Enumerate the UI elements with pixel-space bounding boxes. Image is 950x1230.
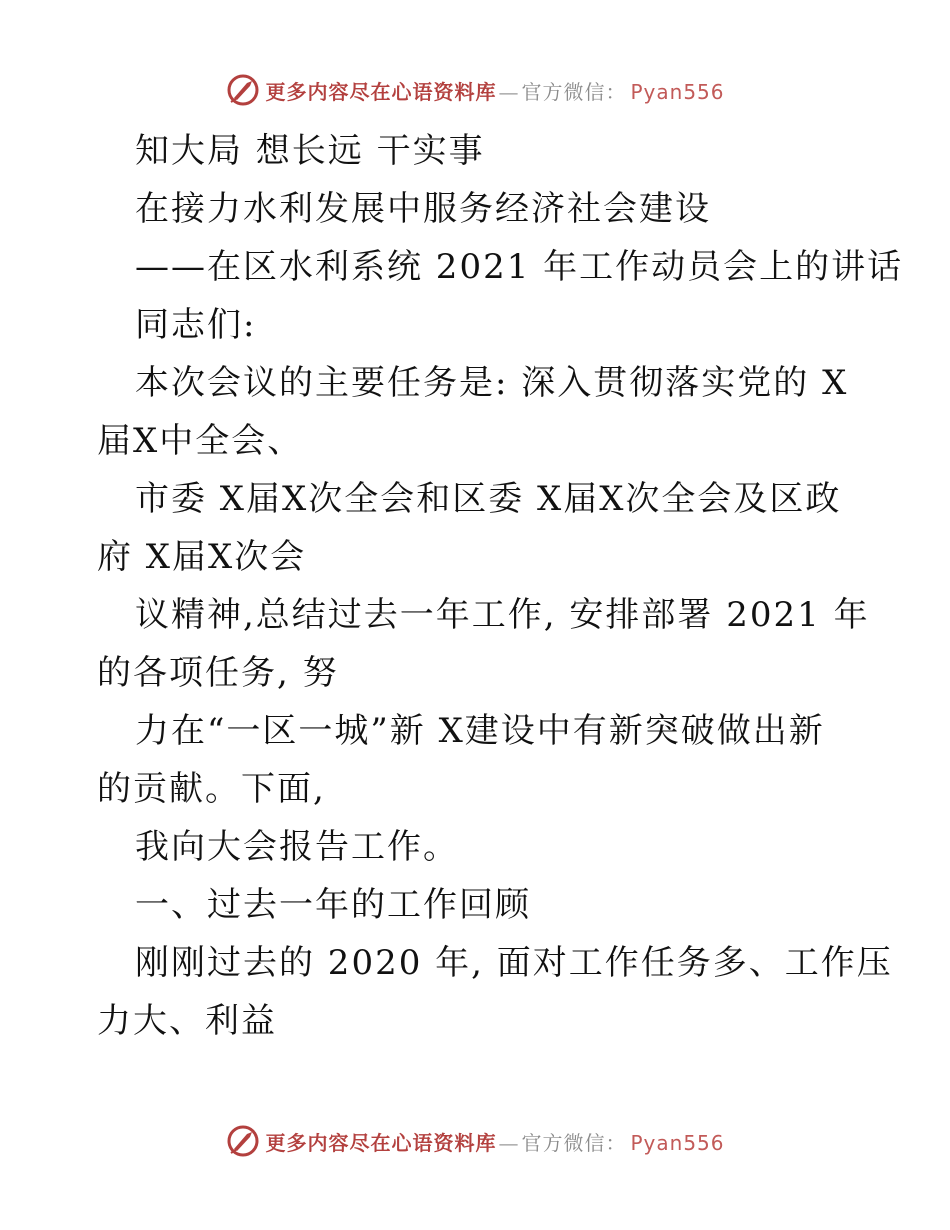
watermark-contact-id: Pyan556: [630, 79, 725, 104]
salutation-line: 同志们:: [135, 305, 257, 345]
document-body: [97, 122, 904, 1050]
speech-title-line: 知大局 想长远 干实事: [135, 131, 485, 171]
paragraph-line: 的贡献。下面,: [97, 769, 326, 809]
paragraph-line: 届X中全会、: [97, 421, 304, 461]
paragraph-line: 市委 X届X次全会和区委 X届X次全会及区政: [135, 479, 842, 519]
watermark-brand: 更多内容尽在心语资料库: [265, 1130, 497, 1155]
section-heading-line: 一、过去一年的工作回顾: [135, 885, 531, 925]
watermark-text: [265, 76, 724, 105]
paragraph-line: 议精神,总结过去一年工作, 安排部署 2021 年: [135, 595, 870, 635]
paragraph-line: 力在“一区一城”新 X建设中有新突破做出新: [135, 711, 825, 751]
quill-pen-logo-icon: [225, 1123, 261, 1159]
watermark-contact-id: Pyan556: [630, 1130, 725, 1155]
paragraph-line: 力大、利益: [97, 1001, 277, 1041]
speech-occasion-line: ——在区水利系统 2021 年工作动员会上的讲话: [135, 247, 904, 287]
watermark-text: [265, 1127, 724, 1156]
watermark-separator: —: [498, 79, 520, 104]
paragraph-line: 府 X届X次会: [97, 537, 307, 577]
speech-subtitle-line: 在接力水利发展中服务经济社会建设: [135, 189, 711, 229]
watermark-brand: 更多内容尽在心语资料库: [265, 79, 497, 104]
watermark-contact-label: 官方微信：: [521, 1130, 627, 1155]
watermark-separator: —: [498, 1130, 520, 1155]
paragraph-line: 的各项任务, 努: [97, 653, 339, 693]
quill-pen-logo-icon: [225, 72, 261, 108]
paragraph-line: 本次会议的主要任务是: 深入贯彻落实党的 X: [135, 363, 849, 403]
paragraph-line: 我向大会报告工作。: [135, 827, 459, 867]
watermark-contact-label: 官方微信：: [521, 79, 627, 104]
watermark-footer: [0, 1121, 950, 1161]
watermark-header: [0, 70, 950, 110]
paragraph-line: 刚刚过去的 2020 年, 面对工作任务多、工作压: [135, 943, 893, 983]
